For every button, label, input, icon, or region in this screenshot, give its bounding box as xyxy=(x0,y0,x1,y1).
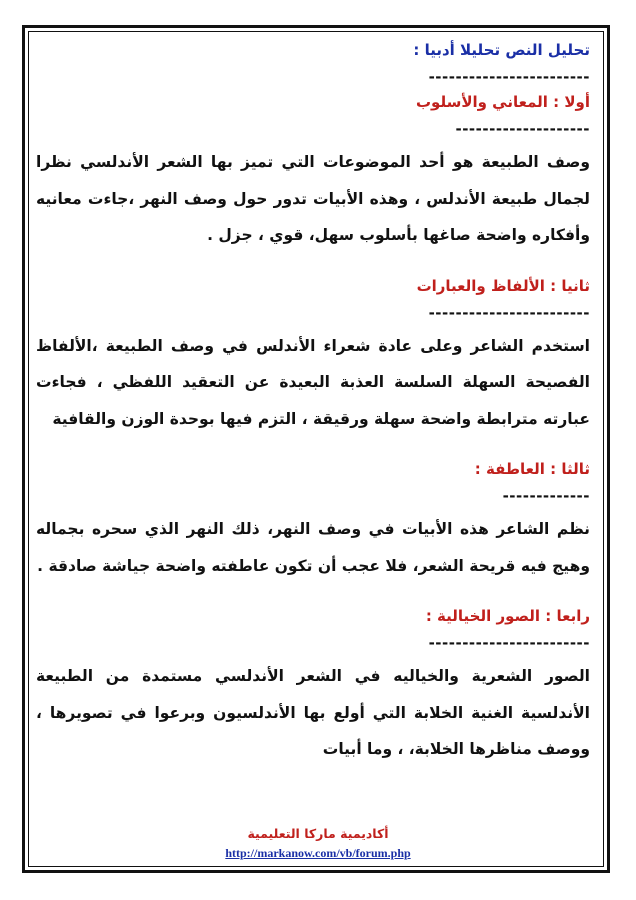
section-heading-emotion: ثالثا : العاطفة : xyxy=(474,460,590,478)
footer-academy-name: أكاديمية ماركا التعليمية xyxy=(247,826,389,841)
section-paragraph-imagery: الصور الشعرية والخياليه في الشعر الأندلسي مستمدة من الطبيعة الأندلسية الغنية الخلابة التي أولع بها الأندلسيون وبرعوا في تصويرها ، ووصف مناظرها الخلابة، ، وما أبيات xyxy=(36,667,590,758)
section-heading-words: ثانيا : الألفاظ والعبارات xyxy=(416,276,590,295)
separator-dashes: ------------------------ xyxy=(428,634,590,652)
footer-forum-link[interactable]: http://markanow.com/vb/forum.php xyxy=(225,846,411,860)
section-paragraph-words: استخدم الشاعر وعلى عادة شعراء الأندلس في وصف الطبيعة ،الألفاظ الفصيحة السهلة السلسة العذبة البعيدة عن التعقيد اللفظي ، فجاءت عبارته مترابطة واضحة سهلة ورقيقة ، التزم فيها بوحدة الوزن والقافية xyxy=(36,336,590,428)
separator-dashes: ------------------------ xyxy=(428,303,590,322)
section-heading-meanings: أولا : المعاني والأسلوب xyxy=(415,93,590,111)
section-paragraph-meanings: وصف الطبيعة هو أحد الموضوعات التي تميز بها الشعر الأندلسي نظرا لجمال طبيعة الأندلس ، وهذه الأبيات تدور حول وصف النهر ،جاءت معانيه وأفكاره واضحة صاغها بأسلوب سهل، قوي ، جزل . xyxy=(36,153,590,244)
document-title: تحليل النص تحليلا أدبيا : xyxy=(413,41,590,59)
section-heading-imagery: رابعا : الصور الخيالية : xyxy=(425,607,590,625)
section-paragraph-emotion: نظم الشاعر هذه الأبيات في وصف النهر، ذلك النهر الذي سحره بجماله وهيج فيه قريحة الشعر، فلا عجب أن تكون عاطفته واضحة جياشة صادقة . xyxy=(36,520,590,575)
document-body xyxy=(36,40,590,768)
separator-dashes: ------------------------ xyxy=(428,68,590,86)
separator-dashes: -------------------- xyxy=(455,120,590,138)
separator-dashes: ------------- xyxy=(502,487,590,505)
